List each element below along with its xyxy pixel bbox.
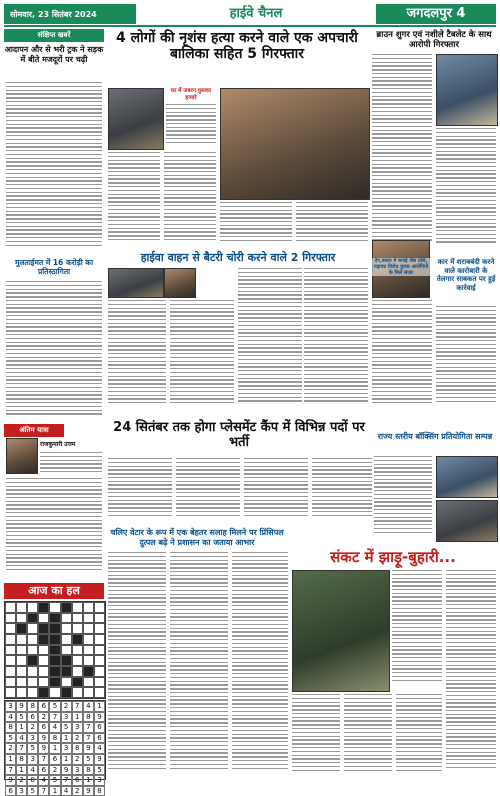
crossword-cell (27, 677, 38, 688)
lead-col-3 (220, 202, 292, 248)
crossword-grid (4, 601, 106, 699)
sudoku-cell: 9 (83, 786, 94, 796)
crossword-cell (94, 666, 105, 677)
placement-col-2 (176, 458, 240, 524)
sudoku-cell: 5 (49, 775, 60, 786)
broom-col-1 (392, 570, 442, 690)
principal-col-2 (170, 552, 228, 778)
crossword-cell (83, 634, 94, 645)
boxing-headline: राज्य स्तरीय बॉक्सिंग प्रतियोगिता सम्पन्न (377, 432, 493, 441)
crossword-cell (49, 655, 60, 666)
sudoku-cell: 6 (38, 701, 49, 712)
sudoku-cell: 7 (5, 765, 16, 776)
sudoku-cell: 2 (49, 765, 60, 776)
battery-col-2 (170, 300, 234, 412)
sudoku-cell: 4 (61, 786, 72, 796)
brief-news-tag: संक्षिप्त खबरें (4, 29, 104, 42)
sudoku-cell: 4 (83, 701, 94, 712)
broom-headline: संकट में झाड़ू-बुहारी... (330, 548, 456, 566)
sudoku-cell: 9 (61, 765, 72, 776)
sudoku-cell: 8 (72, 743, 83, 754)
crossword-cell (94, 677, 105, 688)
crossword-cell (49, 623, 60, 634)
sudoku-cell: 6 (38, 722, 49, 733)
sudoku-cell: 2 (27, 722, 38, 733)
liquor-col (436, 306, 496, 412)
crossword-cell (38, 613, 49, 624)
sudoku-cell: 3 (61, 712, 72, 723)
crossword-cell (72, 634, 83, 645)
sudoku-cell: 8 (27, 775, 38, 786)
crossword-cell (16, 645, 27, 656)
broom-col-5 (396, 694, 442, 778)
crossword-cell (27, 623, 38, 634)
sudoku-cell: 4 (49, 722, 60, 733)
crossword-cell (94, 687, 105, 698)
sudoku-cell: 6 (72, 775, 83, 786)
crossword-cell (16, 677, 27, 688)
sudoku-cell: 7 (38, 754, 49, 765)
battery-theft-headline: हाईवा वाहन से बैटरी चोरी करने वाले 2 गिरफ्तार (140, 251, 336, 264)
edition-city: जगदलपुर 4 (376, 4, 496, 24)
sudoku-cell: 2 (16, 775, 27, 786)
broom-col-2 (446, 570, 496, 778)
sudoku-cell: 3 (16, 786, 27, 796)
crossword-cell (72, 666, 83, 677)
sudoku-cell: 8 (94, 786, 105, 796)
sudoku-cell: 4 (16, 733, 27, 744)
crossword-cell (38, 655, 49, 666)
crossword-cell (83, 623, 94, 634)
sudoku-cell: 4 (38, 775, 49, 786)
left-headline-2: मुलताईमत में 16 करोड़ी का प्रतिस्ठागिता (14, 258, 94, 276)
sudoku-cell: 5 (61, 722, 72, 733)
left-article-2-text (6, 281, 102, 419)
sudoku-cell: 7 (72, 701, 83, 712)
sudoku-cell: 9 (94, 754, 105, 765)
principal-col-1 (108, 552, 166, 778)
crossword-title: आज का हल (4, 583, 104, 599)
obituary-tag: अंतिम यात्रा (4, 424, 64, 437)
crossword-cell (61, 666, 72, 677)
crossword-cell (27, 634, 38, 645)
crossword-cell (83, 666, 94, 677)
left-column (4, 29, 104, 68)
sudoku-cell: 2 (61, 701, 72, 712)
brown-sugar-headline: ब्राउन शुगर एवं नशीले टैबलेट के साथ आरोपी गिरफ्तार (376, 30, 492, 50)
sudoku-cell: 9 (38, 733, 49, 744)
sudoku-cell: 5 (16, 712, 27, 723)
lead-headline: 4 लोगों की नृशंस हत्या करने वाले एक अपचारी बालिका सहित 5 गिरफ्तार (116, 30, 358, 62)
sudoku-cell: 1 (16, 765, 27, 776)
crossword-cell (72, 655, 83, 666)
sudoku-cell: 1 (61, 733, 72, 744)
crossword-cell (49, 666, 60, 677)
sudoku-cell: 3 (72, 722, 83, 733)
sudoku-cell: 8 (27, 701, 38, 712)
sudoku-cell: 9 (5, 775, 16, 786)
crossword-cell (16, 634, 27, 645)
sudoku-cell: 9 (94, 712, 105, 723)
sudoku-cell: 2 (72, 786, 83, 796)
crossword-cell (49, 645, 60, 656)
sudoku-cell: 1 (61, 754, 72, 765)
sudoku-cell: 7 (38, 786, 49, 796)
crossword-cell (5, 602, 16, 613)
sudoku-cell: 5 (49, 701, 60, 712)
crossword-cell (16, 602, 27, 613)
lead-col-2 (164, 152, 216, 248)
sudoku-cell: 3 (27, 754, 38, 765)
accused-photo-1 (108, 268, 164, 298)
crossword-cell (61, 645, 72, 656)
sudoku-cell: 8 (49, 733, 60, 744)
section-title: हाईवे चैनल (229, 6, 283, 21)
crossword-cell (72, 687, 83, 698)
sudoku-cell: 6 (94, 733, 105, 744)
crossword-cell (83, 613, 94, 624)
sudoku-cell: 1 (5, 754, 16, 765)
sudoku-cell: 1 (49, 743, 60, 754)
sudoku-cell: 1 (72, 712, 83, 723)
sudoku-cell: 8 (83, 712, 94, 723)
left-article-1-text (6, 82, 102, 252)
crossword-cell (72, 602, 83, 613)
sudoku-cell: 5 (94, 765, 105, 776)
crossword-cell (5, 613, 16, 624)
sudoku-cell: 7 (49, 712, 60, 723)
sudoku-cell: 6 (27, 712, 38, 723)
crossword-cell (83, 645, 94, 656)
crossword-cell (83, 602, 94, 613)
crossword-cell (61, 655, 72, 666)
crossword-cell (27, 613, 38, 624)
lead-caption: घर में जबरन घुसकर हत्यारे (170, 88, 212, 101)
sudoku-cell: 5 (83, 754, 94, 765)
sudoku-cell: 6 (5, 786, 16, 796)
liquor-headline: कार में शराबबंदी करने वाले कारोबारी के तेलगार साबकत पर हुई कार्रवाई (436, 258, 496, 292)
left-article-3-text (6, 478, 102, 578)
broom-photo (292, 570, 390, 692)
crossword-cell (61, 613, 72, 624)
masthead (4, 4, 496, 24)
sudoku-cell: 8 (5, 722, 16, 733)
accused-photo-2 (164, 268, 196, 298)
crossword-cell (94, 645, 105, 656)
crossword-cell (83, 687, 94, 698)
sudoku-cell: 2 (38, 712, 49, 723)
crossword-cell (72, 623, 83, 634)
sudoku-cell: 2 (72, 733, 83, 744)
crossword-cell (5, 666, 16, 677)
crossword-cell (94, 655, 105, 666)
obituary-text (40, 452, 102, 476)
sudoku-cell: 1 (94, 701, 105, 712)
boxing-photo-2 (436, 500, 498, 542)
crossword-cell (72, 677, 83, 688)
sudoku-cell: 9 (38, 743, 49, 754)
masthead-rule (4, 25, 496, 27)
issue-date: सोमवार, 23 सितंबर 2024 (4, 4, 136, 24)
lead-col-1 (108, 152, 160, 248)
crossword-cell (27, 687, 38, 698)
sudoku-cell: 7 (16, 743, 27, 754)
broom-col-4 (344, 694, 392, 778)
crossword-cell (49, 677, 60, 688)
sudoku-cell: 3 (72, 765, 83, 776)
crossword-cell (49, 602, 60, 613)
left-headline-1: आदापन और से भरी ट्रक ने सड़क में बीते मजदूरों पर चढ़ी (4, 45, 104, 64)
boxing-col-1 (374, 456, 432, 540)
principal-col-3 (232, 552, 288, 778)
right-col-1b (372, 300, 432, 412)
crossword-cell (61, 687, 72, 698)
placement-col-3 (244, 458, 308, 524)
crossword-cell (49, 613, 60, 624)
sudoku-cell: 1 (83, 775, 94, 786)
crossword-cell (94, 602, 105, 613)
sudoku-cell: 4 (27, 765, 38, 776)
sudoku-cell: 5 (27, 786, 38, 796)
crossword-cell (16, 623, 27, 634)
crossword-cell (38, 623, 49, 634)
crossword-cell (94, 634, 105, 645)
crossword-cell (5, 645, 16, 656)
sudoku-cell: 7 (83, 733, 94, 744)
crossword-cell (27, 645, 38, 656)
crossword-cell (94, 623, 105, 634)
sudoku-cell: 3 (94, 775, 105, 786)
boxing-photo-1 (436, 456, 498, 498)
lead-sub-text (166, 104, 216, 148)
sudoku-cell: 1 (49, 786, 60, 796)
crossword-cell (5, 634, 16, 645)
lead-photo-small (108, 88, 164, 150)
crossword-cell (38, 687, 49, 698)
crossword-cell (38, 602, 49, 613)
sudoku-cell: 4 (94, 743, 105, 754)
broom-col-3 (292, 694, 340, 778)
crossword-cell (27, 655, 38, 666)
crossword-cell (61, 623, 72, 634)
crossword-cell (49, 687, 60, 698)
sudoku-cell: 7 (61, 775, 72, 786)
crossword-cell (38, 666, 49, 677)
crossword-cell (16, 687, 27, 698)
crossword-cell (61, 634, 72, 645)
obituary-photo (6, 438, 38, 474)
crossword-cell (83, 677, 94, 688)
placement-col-1 (108, 458, 172, 524)
sudoku-cell: 9 (83, 743, 94, 754)
accused-caption: देप,बस्तर में बनाई जैस प्रोसे, गद्दावध विरोध युवक आरोपियों के मिले संजर (373, 258, 429, 276)
crossword-cell (38, 634, 49, 645)
crossword-cell (72, 613, 83, 624)
sudoku-cell: 2 (72, 754, 83, 765)
principal-headline: चलिए वेटार के रूप में एक बेहतर सलाह मिलने पर प्रिंसिपल दुत्पल बढ़े ने प्रशासन का जताया आभार (110, 528, 284, 547)
crossword-cell (49, 634, 60, 645)
obituary-name: राजकुमारी उत्तम (40, 441, 76, 448)
brown-sugar-col-1 (372, 54, 432, 254)
sudoku-cell: 9 (16, 701, 27, 712)
sudoku-cell: 5 (27, 743, 38, 754)
lead-col-4 (296, 202, 368, 248)
crossword-cell (5, 677, 16, 688)
crossword-cell (61, 602, 72, 613)
sudoku-cell: 4 (5, 712, 16, 723)
crossword-cell (72, 645, 83, 656)
crossword-cell (16, 655, 27, 666)
sudoku-cell: 8 (16, 754, 27, 765)
sudoku-cell: 6 (94, 722, 105, 733)
battery-col-1 (108, 300, 166, 412)
sudoku-cell: 7 (83, 722, 94, 733)
crossword-cell (5, 623, 16, 634)
placement-headline: 24 सितंबर तक होगा प्लेसमेंट कैंप में विभिन्न पदों पर भर्ती (113, 420, 365, 450)
lead-group-photo (220, 88, 370, 200)
battery-col-3 (238, 268, 302, 412)
sudoku-cell: 8 (83, 765, 94, 776)
sudoku-cell: 3 (5, 701, 16, 712)
crossword-cell (38, 677, 49, 688)
police-photo (436, 54, 498, 126)
sudoku-cell: 6 (38, 765, 49, 776)
crossword-cell (16, 666, 27, 677)
sudoku-cell: 3 (27, 733, 38, 744)
crossword-cell (94, 613, 105, 624)
sudoku-cell: 3 (61, 743, 72, 754)
crossword-cell (61, 677, 72, 688)
sudoku-cell: 1 (16, 722, 27, 733)
brown-sugar-col-2 (436, 128, 496, 254)
crossword-cell (16, 613, 27, 624)
sudoku-cell: 6 (49, 754, 60, 765)
battery-col-4 (304, 268, 368, 412)
placement-col-4 (312, 458, 372, 524)
crossword-cell (83, 655, 94, 666)
sudoku-cell: 2 (5, 743, 16, 754)
crossword-cell (38, 645, 49, 656)
sudoku-grid (4, 700, 106, 795)
crossword-cell (5, 655, 16, 666)
crossword-cell (27, 602, 38, 613)
crossword-cell (5, 687, 16, 698)
sudoku-cell: 5 (5, 733, 16, 744)
crossword-cell (27, 666, 38, 677)
